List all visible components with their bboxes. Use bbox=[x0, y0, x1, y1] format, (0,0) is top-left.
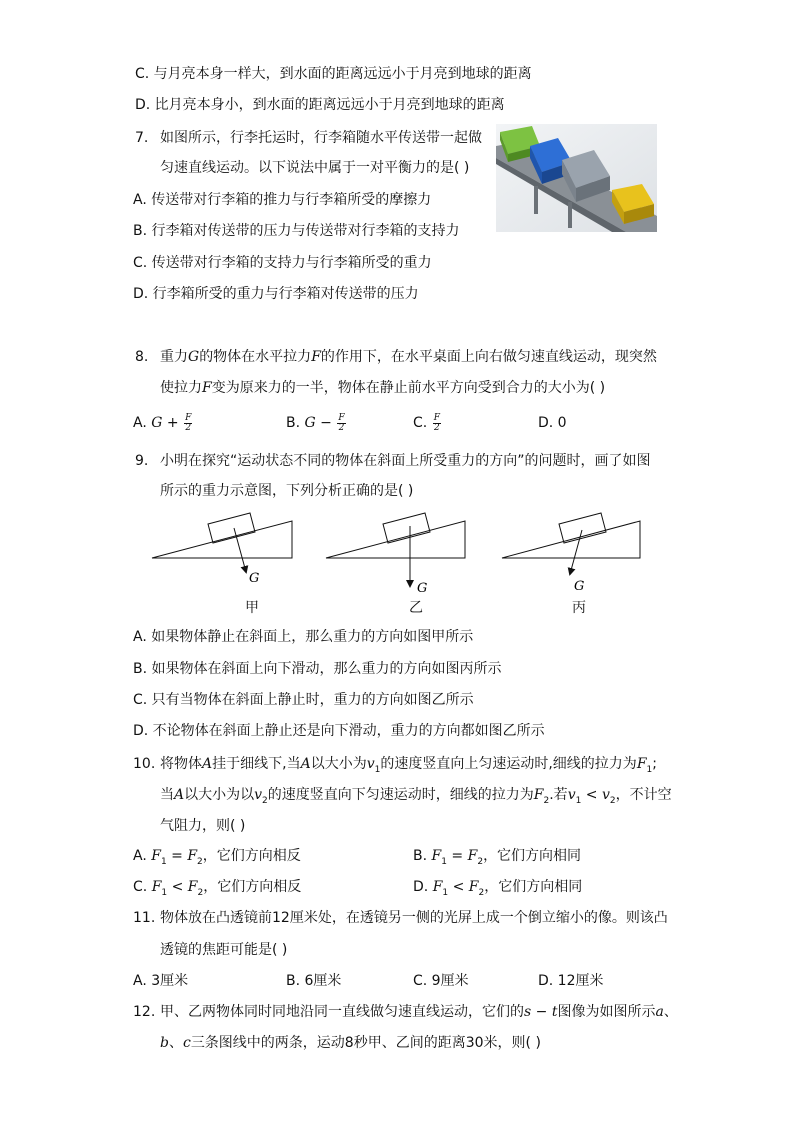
force-label: G bbox=[249, 571, 260, 586]
var-f: F bbox=[636, 756, 647, 772]
q7-option-c: C. 传送带对行李箱的支持力与行李箱所受的重力 bbox=[133, 255, 432, 271]
var-f: F bbox=[151, 848, 161, 864]
option-label: A. bbox=[133, 848, 147, 864]
option-label: C. bbox=[133, 879, 148, 895]
text: ，它们方向相反 bbox=[203, 879, 302, 895]
q8-line1 bbox=[160, 347, 657, 367]
q10-option-a bbox=[133, 846, 301, 872]
q8-var-f: F bbox=[311, 349, 321, 365]
diagram-label-yi: 乙 bbox=[409, 600, 423, 616]
q8-text: 的物体在水平拉力 bbox=[199, 349, 312, 365]
incline bbox=[502, 521, 640, 558]
relation: < bbox=[171, 879, 184, 895]
text: .若 bbox=[549, 787, 568, 803]
q9-option-d: D. 不论物体在斜面上静止还是向下滑动，重力的方向都如图乙所示 bbox=[133, 723, 545, 739]
q8-option-a bbox=[133, 413, 193, 433]
subscript: 2 bbox=[197, 856, 203, 867]
diagram-label-bing: 丙 bbox=[572, 600, 586, 616]
frac-num: F bbox=[338, 412, 345, 423]
frac-den: 2 bbox=[433, 422, 440, 433]
var-t: t bbox=[551, 1004, 558, 1020]
q11-option-b: B. 6厘米 bbox=[286, 973, 342, 989]
var-a: A bbox=[174, 787, 185, 803]
frac-den: 2 bbox=[338, 422, 345, 433]
var-f: F bbox=[151, 879, 162, 895]
var-f: F bbox=[431, 848, 442, 864]
q9-option-c: C. 只有当物体在斜面上静止时，重力的方向如图乙所示 bbox=[133, 692, 474, 708]
q8-var-g: G bbox=[188, 349, 200, 365]
var-f: F bbox=[467, 848, 478, 864]
q11-option-d: D. 12厘米 bbox=[538, 973, 604, 989]
var-f: F bbox=[533, 787, 544, 803]
var-v: v bbox=[567, 787, 576, 803]
subscript: 2 bbox=[262, 795, 268, 806]
q8-text: 的作用下，在水平桌面上向右做匀速直线运动，现突然 bbox=[320, 349, 657, 365]
text: 图像为如图所示 bbox=[557, 1004, 656, 1020]
var-g: G bbox=[151, 415, 163, 431]
text: 挂于细线下,当 bbox=[212, 756, 301, 772]
subscript: 1 bbox=[374, 764, 381, 775]
text: 甲、乙两物体同时同地沿同一直线做匀速直线运动，它们的 bbox=[160, 1004, 524, 1020]
q12-line1 bbox=[160, 1002, 678, 1022]
var-s: s bbox=[524, 1004, 532, 1020]
q8-text: 变为原来力的一半，物体在静止前水平方向受到合力的大小为( ) bbox=[211, 380, 606, 396]
operator: − bbox=[320, 415, 332, 431]
q9-line2: 所示的重力示意图，下列分析正确的是( ) bbox=[160, 483, 414, 499]
q7-option-b: B. 行李箱对传送带的压力与传送带对行李箱的支持力 bbox=[133, 223, 460, 239]
option-label: D. bbox=[413, 879, 429, 895]
q11-number: 11. bbox=[133, 910, 156, 926]
diagram-yi bbox=[326, 513, 465, 596]
force-label: G bbox=[417, 581, 428, 596]
text: 、 bbox=[663, 1004, 678, 1020]
fraction-f-over-2 bbox=[337, 414, 345, 433]
text: ，它们方向相同 bbox=[483, 848, 582, 864]
q10-number: 10. bbox=[133, 756, 156, 772]
subscript: 2 bbox=[609, 795, 616, 806]
text: ，它们方向相反 bbox=[202, 848, 301, 864]
frac-num: F bbox=[433, 412, 440, 423]
var-c: c bbox=[182, 1035, 191, 1051]
q12-line2 bbox=[160, 1033, 541, 1053]
operator: + bbox=[166, 415, 179, 431]
q10-option-c bbox=[133, 877, 301, 903]
subscript: 1 bbox=[442, 887, 449, 898]
q10-line2 bbox=[160, 785, 672, 811]
q7-number: 7. bbox=[135, 130, 149, 146]
option-label: C. bbox=[413, 415, 428, 431]
q8-line2 bbox=[160, 378, 605, 398]
text: 以大小为以 bbox=[184, 787, 255, 803]
text: ，它们方向相同 bbox=[484, 879, 583, 895]
q9-line1: 小明在探究“运动状态不同的物体在斜面上所受重力的方向”的问题时，画了如图 bbox=[160, 453, 651, 469]
option-label: A. bbox=[133, 415, 147, 431]
var-v: v bbox=[601, 787, 610, 803]
q10-line1 bbox=[160, 754, 657, 780]
q6-option-d: D. 比月亮本身小，到水面的距离远远小于月亮到地球的距离 bbox=[135, 97, 505, 113]
q10-line3: 气阻力，则( ) bbox=[160, 818, 246, 834]
text: ，不计空 bbox=[615, 787, 672, 803]
var-f: F bbox=[432, 879, 443, 895]
text: < bbox=[581, 787, 602, 803]
relation: = bbox=[451, 848, 464, 864]
var-v: v bbox=[254, 787, 263, 803]
subscript: 1 bbox=[441, 856, 447, 867]
text: 以大小为 bbox=[310, 756, 367, 772]
diagram-label-jia: 甲 bbox=[245, 600, 259, 616]
q8-option-c bbox=[413, 413, 442, 433]
q11-line2: 透镜的焦距可能是( ) bbox=[160, 942, 288, 958]
diagram-jia bbox=[152, 513, 292, 586]
q7-stem-line1: 如图所示，行李托运时，行李箱随水平传送带一起做 bbox=[160, 130, 482, 146]
text: 、 bbox=[168, 1035, 183, 1051]
q9-option-b: B. 如果物体在斜面上向下滑动，那么重力的方向如图丙所示 bbox=[133, 661, 502, 677]
q8-text: 使拉力 bbox=[160, 380, 202, 396]
subscript: 1 bbox=[161, 887, 168, 898]
q9-option-a: A. 如果物体静止在斜面上，那么重力的方向如图甲所示 bbox=[133, 629, 474, 645]
subscript: 2 bbox=[197, 887, 204, 898]
q7-option-a: A. 传送带对行李箱的推力与行李箱所受的摩擦力 bbox=[133, 192, 432, 208]
subscript: 1 bbox=[575, 795, 582, 806]
conveyor-leg bbox=[568, 202, 572, 228]
frac-den: 2 bbox=[185, 422, 192, 433]
fraction-f-over-2 bbox=[184, 414, 192, 433]
q7-option-d: D. 行李箱所受的重力与行李箱对传送带的压力 bbox=[133, 286, 419, 302]
subscript: 1 bbox=[160, 856, 167, 867]
subscript: 1 bbox=[646, 764, 653, 775]
subscript: 2 bbox=[477, 856, 484, 867]
var-v: v bbox=[366, 756, 375, 772]
q11-option-a: A. 3厘米 bbox=[133, 973, 189, 989]
q11-option-c: C. 9厘米 bbox=[413, 973, 469, 989]
q8-var-f: F bbox=[202, 380, 212, 396]
frac-num: F bbox=[185, 412, 192, 423]
q12-number: 12. bbox=[133, 1004, 156, 1020]
fraction-f-over-2 bbox=[433, 414, 441, 433]
var-a: A bbox=[300, 756, 311, 772]
text: 的速度竖直向下匀速运动时，细线的拉力为 bbox=[267, 787, 534, 803]
q8-option-b bbox=[286, 413, 347, 433]
q8-number: 8. bbox=[135, 349, 149, 365]
q8-option-d: D. 0 bbox=[538, 415, 567, 431]
subscript: 2 bbox=[478, 887, 485, 898]
q11-line1: 物体放在凸透镜前12厘米处，在透镜另一侧的光屏上成一个倒立缩小的像。则该凸 bbox=[160, 910, 668, 926]
q8-text: 重力 bbox=[160, 349, 188, 365]
block bbox=[559, 513, 606, 543]
gravity-arrow bbox=[570, 530, 582, 574]
option-label: B. bbox=[286, 415, 301, 431]
diagram-bing bbox=[502, 513, 640, 594]
var-a: A bbox=[202, 756, 213, 772]
text: ; bbox=[652, 756, 657, 772]
text: 的速度竖直向上匀速运动时,细线的拉力为 bbox=[380, 756, 637, 772]
block bbox=[383, 513, 430, 543]
q10-option-b bbox=[413, 846, 581, 872]
force-label: G bbox=[574, 579, 585, 594]
relation: < bbox=[452, 879, 465, 895]
conveyor-luggage-image bbox=[496, 124, 657, 232]
relation: = bbox=[171, 848, 183, 864]
incline bbox=[152, 521, 292, 558]
q9-number: 9. bbox=[135, 453, 149, 469]
subscript: 2 bbox=[543, 795, 550, 806]
var-f: F bbox=[187, 879, 198, 895]
block bbox=[208, 513, 255, 543]
text: 当 bbox=[160, 787, 174, 803]
var-b: b bbox=[160, 1035, 169, 1051]
operator: − bbox=[531, 1004, 552, 1020]
option-label: B. bbox=[413, 848, 428, 864]
var-g: G bbox=[304, 415, 316, 431]
q10-option-d bbox=[413, 877, 582, 903]
q7-stem-line2: 匀速直线运动。以下说法中属于一对平衡力的是( ) bbox=[160, 160, 470, 176]
var-a: a bbox=[655, 1004, 664, 1020]
text: 三条图线中的两条，运动8秒甲、乙间的距离30米，则( ) bbox=[190, 1035, 541, 1051]
var-f: F bbox=[187, 848, 198, 864]
incline bbox=[326, 521, 465, 558]
q6-option-c: C. 与月亮本身一样大，到水面的距离远远小于月亮到地球的距离 bbox=[135, 66, 532, 82]
text: 将物体 bbox=[160, 756, 202, 772]
var-f: F bbox=[468, 879, 479, 895]
conveyor-leg bbox=[534, 186, 538, 214]
